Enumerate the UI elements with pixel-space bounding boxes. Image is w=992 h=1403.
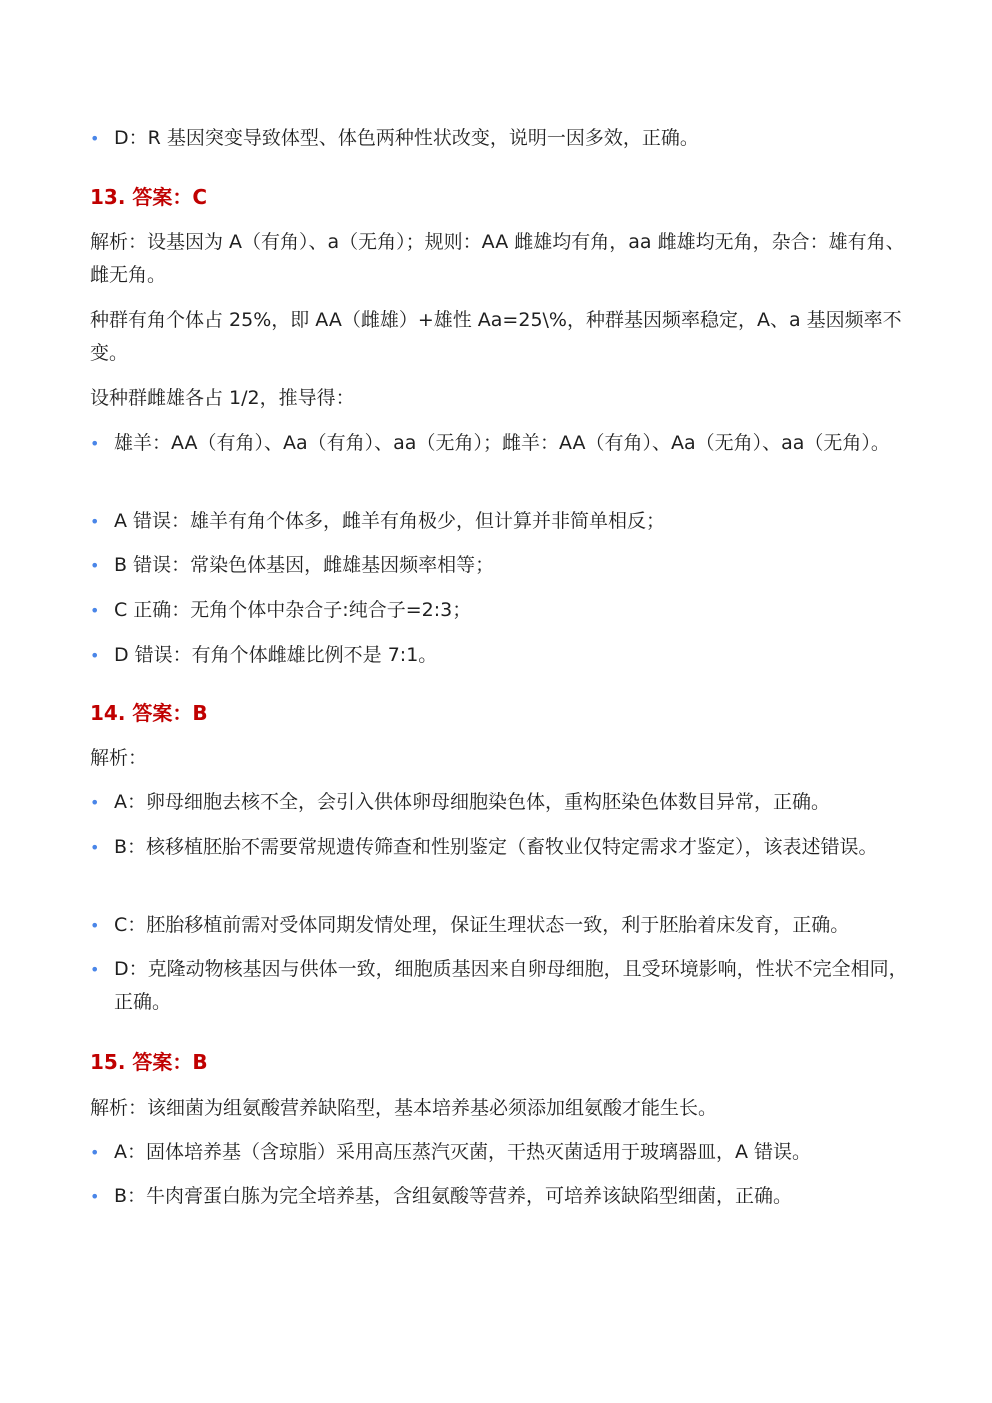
list-item-text: B：核移植胚胎不需要常规遗传筛查和性别鉴定（畜牧业仅特定需求才鉴定），该表述错误。: [114, 836, 878, 858]
list-item-text: B 错误：常染色体基因，雌雄基因频率相等；: [114, 554, 495, 576]
answer-heading-14: 14. 答案：B: [90, 701, 208, 725]
bullet-dot-icon: •: [90, 916, 100, 935]
list-item: [90, 505, 910, 538]
list-item: [90, 639, 910, 672]
list-item: [90, 594, 910, 627]
bullet-dot-icon: •: [90, 434, 100, 453]
bullet-dot-icon: •: [90, 512, 100, 531]
list-item: [90, 122, 910, 155]
list-item: [90, 786, 910, 819]
answer-heading-15: 15. 答案：B: [90, 1050, 208, 1074]
analysis-paragraph: 解析：该细菌为组氨酸营养缺陷型，基本培养基必须添加组氨酸才能生长。: [90, 1097, 718, 1119]
bullet-dot-icon: •: [90, 793, 100, 812]
bullet-dot-icon: •: [90, 838, 100, 857]
bullet-dot-icon: •: [90, 556, 100, 575]
list-item-text: D 错误：有角个体雌雄比例不是 7:1。: [114, 644, 438, 666]
bullet-dot-icon: •: [90, 960, 100, 979]
list-item: [90, 1180, 910, 1213]
list-item: [90, 1136, 910, 1169]
list-item: [90, 831, 910, 864]
list-item: [90, 549, 910, 582]
analysis-paragraph: 解析：设基因为 A（有角）、a（无角）；规则：AA 雌雄均有角，aa 雌雄均无角，杂合：雄有角、雌无角。: [90, 231, 905, 286]
answer-heading-13: 13. 答案：C: [90, 185, 208, 209]
list-item-text: D：克隆动物核基因与供体一致，细胞质基因来自卵母细胞，且受环境影响，性状不完全相同，正确。: [114, 958, 908, 1013]
list-item: [90, 909, 910, 942]
bullet-dot-icon: •: [90, 129, 100, 148]
analysis-paragraph: 设种群雌雄各占 1/2，推导得：: [90, 387, 355, 409]
bullet-dot-icon: •: [90, 1143, 100, 1162]
list-item-text: 雄羊：AA（有角）、Aa（有角）、aa（无角）；雌羊：AA（有角）、Aa（无角）、aa（无角）。: [114, 432, 890, 454]
list-item-text: A 错误：雄羊有角个体多，雌羊有角极少，但计算并非简单相反；: [114, 510, 666, 532]
bullet-dot-icon: •: [90, 646, 100, 665]
bullet-dot-icon: •: [90, 601, 100, 620]
list-item-text: A：固体培养基（含琼脂）采用高压蒸汽灭菌，干热灭菌适用于玻璃器皿，A 错误。: [114, 1141, 812, 1163]
list-item-text: C 正确：无角个体中杂合子:纯合子=2:3；: [114, 599, 472, 621]
analysis-paragraph: 解析：: [90, 747, 148, 769]
list-item: [90, 427, 910, 460]
bullet-dot-icon: •: [90, 1187, 100, 1206]
list-item-text: B：牛肉膏蛋白胨为完全培养基，含组氨酸等营养，可培养该缺陷型细菌，正确。: [114, 1185, 793, 1207]
analysis-paragraph: 种群有角个体占 25%，即 AA（雌雄）+雄性 Aa=25\%，种群基因频率稳定，A、a 基因频率不变。: [90, 309, 902, 364]
list-item-text: C：胚胎移植前需对受体同期发情处理，保证生理状态一致，利于胚胎着床发育，正确。: [114, 914, 850, 936]
list-item-text: D：R 基因突变导致体型、体色两种性状改变，说明一因多效，正确。: [114, 127, 699, 149]
list-item-text: A：卵母细胞去核不全，会引入供体卵母细胞染色体，重构胚染色体数目异常，正确。: [114, 791, 830, 813]
list-item: [90, 953, 910, 1019]
